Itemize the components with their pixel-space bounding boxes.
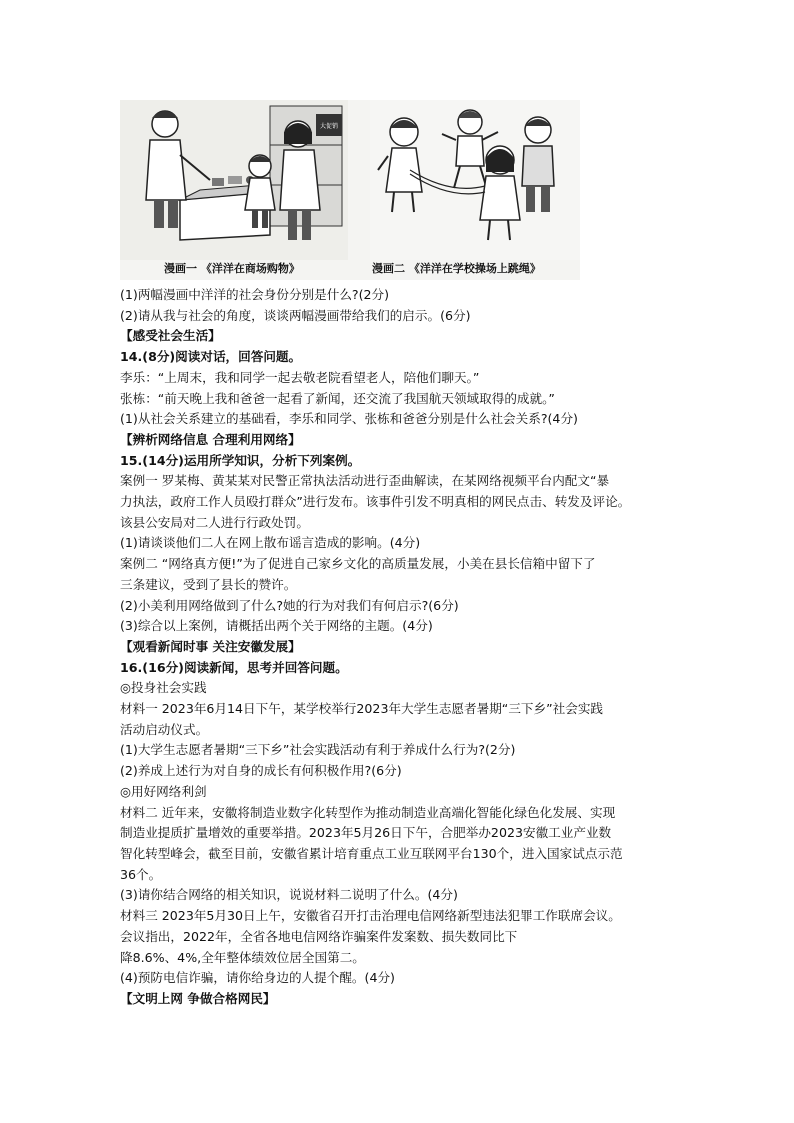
text-line: (1)大学生志愿者暑期“三下乡”社会实践活动有利于养成什么行为?(2分)	[120, 742, 516, 758]
text-line: ◎用好网络利剑	[120, 783, 207, 799]
text-line: (2)养成上述行为对自身的成长有何积极作用?(6分)	[120, 763, 402, 779]
text-line: (3)综合以上案例，请概括出两个关于网络的主题。(4分)	[120, 618, 433, 634]
text-line: 降8.6%、4%,全年整体绩效位居全国第二。	[120, 949, 365, 965]
text-line: 材料二 近年来，安徽将制造业数字化转型作为推动制造业高端化智能化绿色化发展、实现	[120, 804, 616, 820]
text-line: ◎投身社会实践	[120, 680, 207, 696]
question-text-body	[120, 285, 680, 1010]
shop-sign-text: 大促销	[319, 123, 339, 130]
text-line: 李乐：“上周末，我和同学一起去敬老院看望老人，陪他们聊天。”	[120, 369, 480, 385]
section-heading: 【观看新闻时事 关注安徽发展】	[120, 638, 301, 654]
text-line: 14.(8分)阅读对话，回答问题。	[120, 349, 302, 365]
comic-jumprope-illustration	[370, 100, 580, 260]
text-line: (3)请你结合网络的相关知识，说说材料二说明了什么。(4分)	[120, 887, 458, 903]
text-line: 材料一 2023年6月14日下午，某学校举行2023年大学生志愿者暑期“三下乡”社会实践	[120, 701, 604, 717]
text-line: 智化转型峰会，截至目前，安徽省累计培育重点工业互联网平台130个，进入国家试点示范	[120, 845, 623, 861]
comic-caption-2: 漫画二 《洋洋在学校操场上跳绳》	[372, 262, 541, 275]
text-line: 案例二 “网络真方便!”为了促进自己家乡文化的高质量发展，小美在县长信箱中留下了	[120, 556, 596, 572]
text-line: (1)请谈谈他们二人在网上散布谣言造成的影响。(4分)	[120, 535, 421, 551]
text-line: (4)预防电信诈骗，请你给身边的人提个醒。(4分)	[120, 970, 395, 986]
text-line: 制造业提质扩量增效的重要举措。2023年5月26日下午，合肥举办2023安徽工业产业数	[120, 825, 612, 841]
section-heading: 【辨析网络信息 合理利用网络】	[120, 431, 301, 447]
text-line: 15.(14分)运用所学知识，分析下列案例。	[120, 452, 361, 468]
text-line: 36个。	[120, 866, 162, 882]
text-line: (2)小美利用网络做到了什么?她的行为对我们有何启示?(6分)	[120, 597, 459, 613]
text-line: (1)从社会关系建立的基础看，李乐和同学、张栋和爸爸分别是什么社会关系?(4分)	[120, 411, 578, 427]
comic-caption-1: 漫画一 《洋洋在商场购物》	[164, 262, 300, 275]
comic-shopping-illustration	[120, 100, 348, 260]
text-line: 活动启动仪式。	[120, 721, 209, 737]
text-line: 张栋：“前天晚上我和爸爸一起看了新闻，还交流了我国航天领域取得的成就。”	[120, 390, 555, 406]
text-line: 会议指出，2022年，全省各地电信网络诈骗案件发案数、损失数同比下	[120, 928, 518, 944]
text-line: 16.(16分)阅读新闻，思考并回答问题。	[120, 659, 348, 675]
text-line: 该县公安局对二人进行行政处罚。	[120, 514, 309, 530]
section-heading: 【感受社会生活】	[120, 328, 221, 344]
text-line: (2)请从我与社会的角度，谈谈两幅漫画带给我们的启示。(6分)	[120, 307, 471, 323]
section-heading: 【文明上网 争做合格网民】	[120, 990, 276, 1006]
text-line: 材料三 2023年5月30日上午，安徽省召开打击治理电信网络新型违法犯罪工作联席会议。	[120, 908, 621, 924]
comic-figure	[120, 100, 580, 280]
text-line: 力执法，政府工作人员殴打群众”进行发布。该事件引发不明真相的网民点击、转发及评论。	[120, 494, 631, 510]
text-line: 案例一 罗某梅、黄某某对民警正常执法活动进行歪曲解读，在某网络视频平台内配文“暴	[120, 473, 610, 489]
text-line: 三条建议，受到了县长的赞许。	[120, 576, 297, 592]
text-line: (1)两幅漫画中洋洋的社会身份分别是什么?(2分)	[120, 287, 390, 302]
